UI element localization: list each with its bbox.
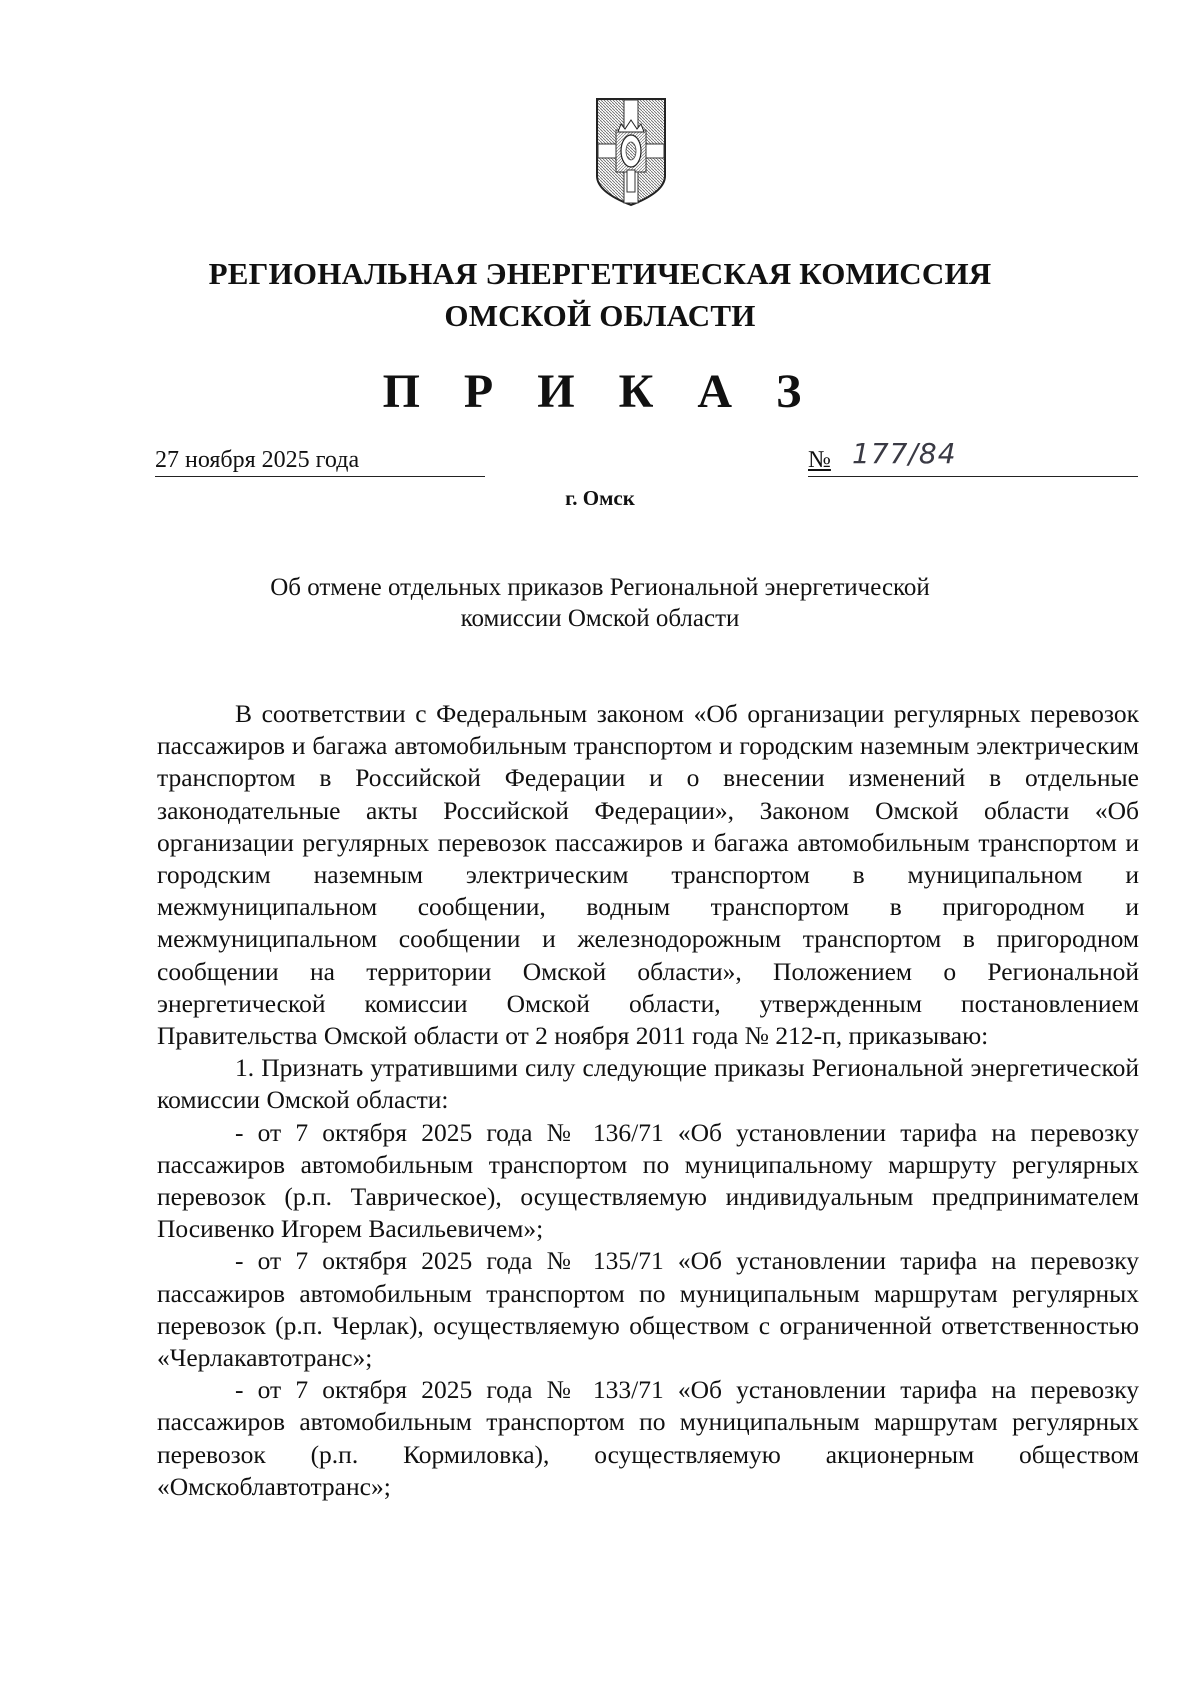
authority-name-line2: ОМСКОЙ ОБЛАСТИ — [444, 298, 756, 333]
city-name: г. Омск — [565, 486, 635, 510]
preamble-paragraph: В соответствии с Федеральным законом «Об организации регулярных перевозок пассажиров и багажа автомобильным транспортом и городским наземным электрическим транспортом в Российской Федерации и о внесении изменений в отдельные законодательные акты Российской Федерации», Законом Омской области «Об организации регулярных перевозок пассажиров и багажа автомобильным транспортом и городским наземным электрическим транспортом в муниципальном и межмуниципальном сообщении, водным транспортом в пригородном и межмуниципальном сообщении и железнодорожным транспортом в пригородном сообщении на территории Омской области», Положением о Региональной энергетической комиссии Омской области, утвержденным постановлением Правительства Омской области от 2 ноября 2011 года № 212-п, приказываю: — [157, 699, 1139, 1051]
cancelled-order-item: - от 7 октября 2025 года № 133/71 «Об установлении тарифа на перевозку пассажиров автомобильным транспортом по муниципальным маршрутам регулярных перевозок (р.п. Кормиловка), осуществляемую акционерным обществом «Омскоблавтотранс»; — [157, 1375, 1139, 1501]
order-date-text: 27 ноября 2025 года — [155, 447, 360, 473]
number-sign: № — [808, 447, 831, 473]
order-number — [808, 437, 1138, 477]
subject-line2: комиссии Омской области — [460, 605, 740, 632]
authority-name-line1: РЕГИОНАЛЬНАЯ ЭНЕРГЕТИЧЕСКАЯ КОМИССИЯ — [208, 256, 992, 291]
coat-of-arms-emblem — [594, 96, 668, 208]
order-subject — [0, 572, 1200, 634]
item-1-paragraph: 1. Признать утратившими силу следующие приказы Региональной энергетической комиссии Омской области: — [157, 1053, 1139, 1115]
handwritten-order-number: 177/84 — [852, 437, 957, 470]
document-type-title: П Р И К А З — [382, 365, 818, 418]
cancelled-order-item: - от 7 октября 2025 года № 136/71 «Об установлении тарифа на перевозку пассажиров автомобильным транспортом по муниципальному маршруту регулярных перевозок (р.п. Таврическое), осуществляемую индивидуальным предпринимателем Посивенко Игорем Васильевичем»; — [157, 1117, 1139, 1244]
cancelled-order-item: - от 7 октября 2025 года № 135/71 «Об установлении тарифа на перевозку пассажиров автомобильным транспортом по муниципальным маршрутам регулярных перевозок (р.п. Черлак), осуществляемую обществом с ограниченной ответственностью «Черлакавтотранс»; — [157, 1246, 1139, 1373]
order-body — [157, 698, 1139, 1503]
subject-line1: Об отмене отдельных приказов Региональной энергетической — [270, 574, 930, 601]
order-date — [155, 444, 485, 477]
